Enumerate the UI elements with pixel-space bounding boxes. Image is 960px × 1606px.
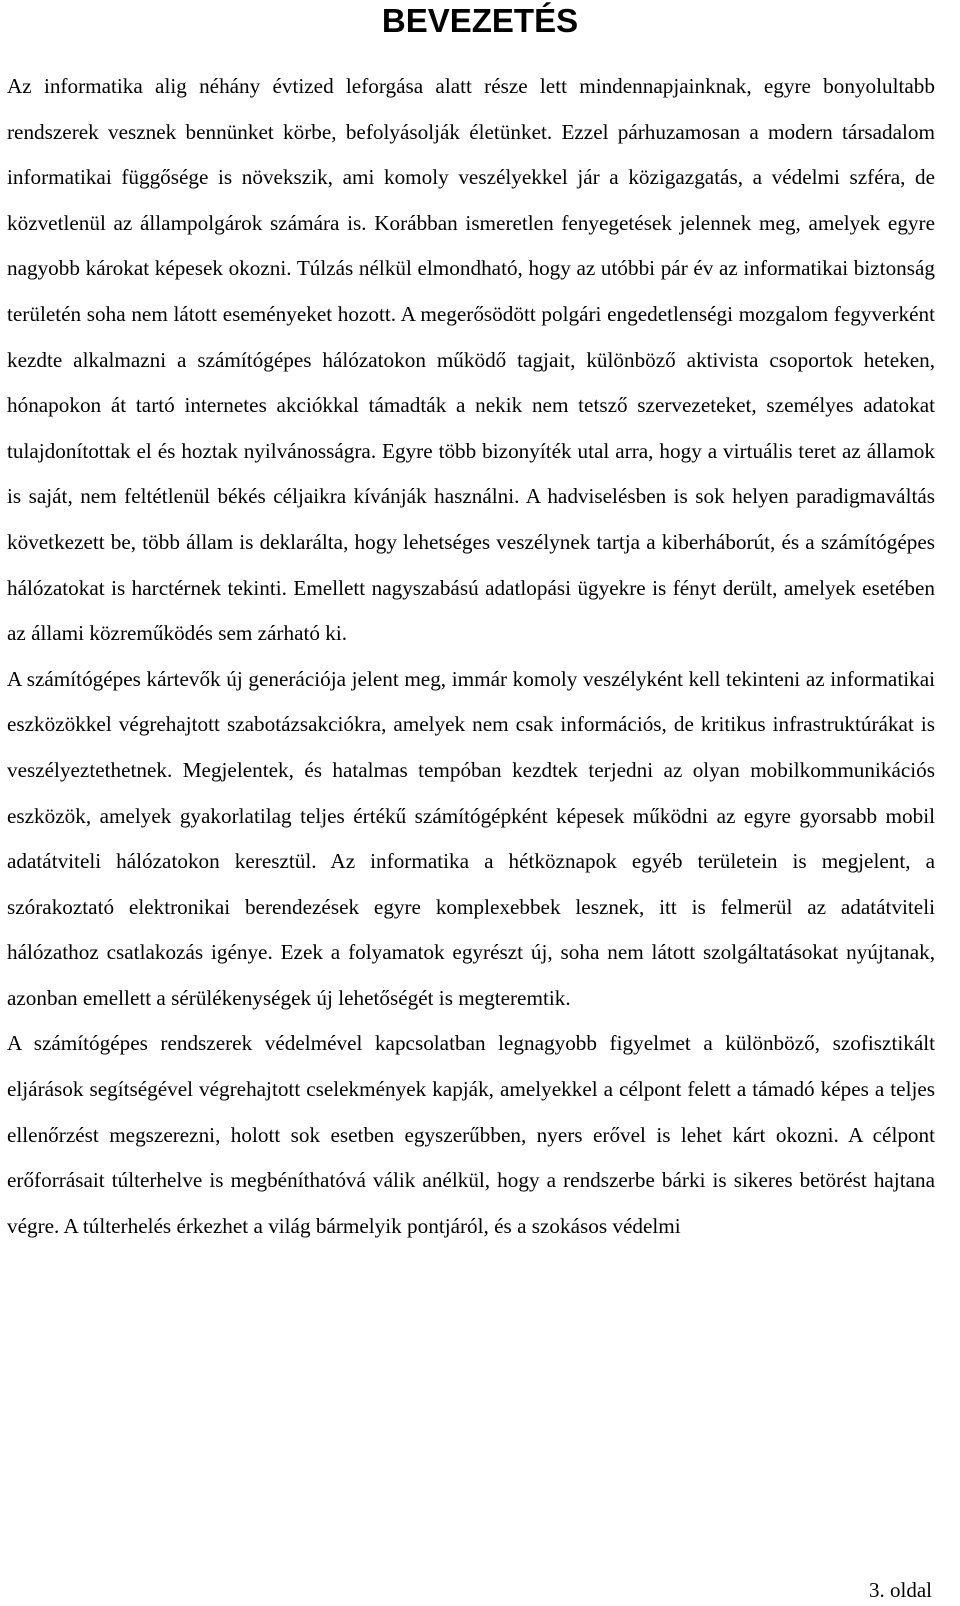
page-number: 3. oldal	[869, 1578, 932, 1602]
paragraph-3: A számítógépes rendszerek védelmével kapcsolatban legnagyobb figyelmet a különböző, szofisztikált eljárások segítségével végrehajtott cselekmények kapják, amelyekkel a célpont felett a támadó képes a teljes ellenőrzést megszerezni, holott sok esetben egyszerűbben, nyers erővel is lehet kárt okozni. A célpont erőforrásait túlterhelve is megbéníthatóvá válik anélkül, hogy a rendszerbe bárki is sikeres betörést hajtana végre. A túlterhelés érkezhet a világ bármelyik pontjáról, és a szokásos védelmi	[7, 1031, 935, 1238]
page-title: BEVEZETÉS	[381, 2, 579, 39]
body-text	[7, 64, 935, 1249]
paragraph-2: A számítógépes kártevők új generációja jelent meg, immár komoly veszélyként kell tekinteni az informatikai eszközökkel végrehajtott szabotázsakciókra, amelyek nem csak információs, de kritikus infrastruktúrákat is veszélyeztethetnek. Megjelentek, és hatalmas tempóban kezdtek terjedni az olyan mobilkommunikációs eszközök, amelyek gyakorlatilag teljes értékű számítógépként képesek működni az egyre gyorsabb mobil adatátviteli hálózatokon keresztül. Az informatika a hétköznapok egyéb területein is megjelent, a szórakoztató elektronikai berendezések egyre komplexebbek lesznek, itt is felmerül az adatátviteli hálózathoz csatlakozás igénye. Ezek a folyamatok egyrészt új, soha nem látott szolgáltatásokat nyújtanak, azonban emellett a sérülékenységek új lehetőségét is megteremtik.	[7, 666, 935, 1010]
paragraph-1: Az informatika alig néhány évtized leforgása alatt része lett mindennapjainknak, egyre bonyolultabb rendszerek vesznek bennünket körbe, befolyásolják életünket. Ezzel párhuzamosan a modern társadalom informatikai függősége is növekszik, ami komoly veszélyekkel jár a közigazgatás, a védelmi szféra, de közvetlenül az állampolgárok számára is. Korábban ismeretlen fenyegetések jelennek meg, amelyek egyre nagyobb károkat képesek okozni. Túlzás nélkül elmondható, hogy az utóbbi pár év az informatikai biztonság területén soha nem látott eseményeket hozott. A megerősödött polgári engedetlenségi mozgalom fegyverként kezdte alkalmazni a számítógépes hálózatokon működő tagjait, különböző aktivista csoportok heteken, hónapokon át tartó internetes akciókkal támadták a nekik nem tetsző szervezeteket, személyes adatokat tulajdonítottak el és hoztak nyilvánosságra. Egyre több bizonyíték utal arra, hogy a virtuális teret az államok is saját, nem feltétlenül békés céljaikra kívánják használni. A hadviselésben is sok helyen paradigmaváltás következett be, több állam is deklarálta, hogy lehetséges veszélynek tartja a kiberháborút, és a számítógépes hálózatokat is harctérnek tekinti. Emellett nagyszabású adatlopási ügyekre is fényt derült, amelyek esetében az állami közreműködés sem zárható ki.	[7, 74, 935, 646]
